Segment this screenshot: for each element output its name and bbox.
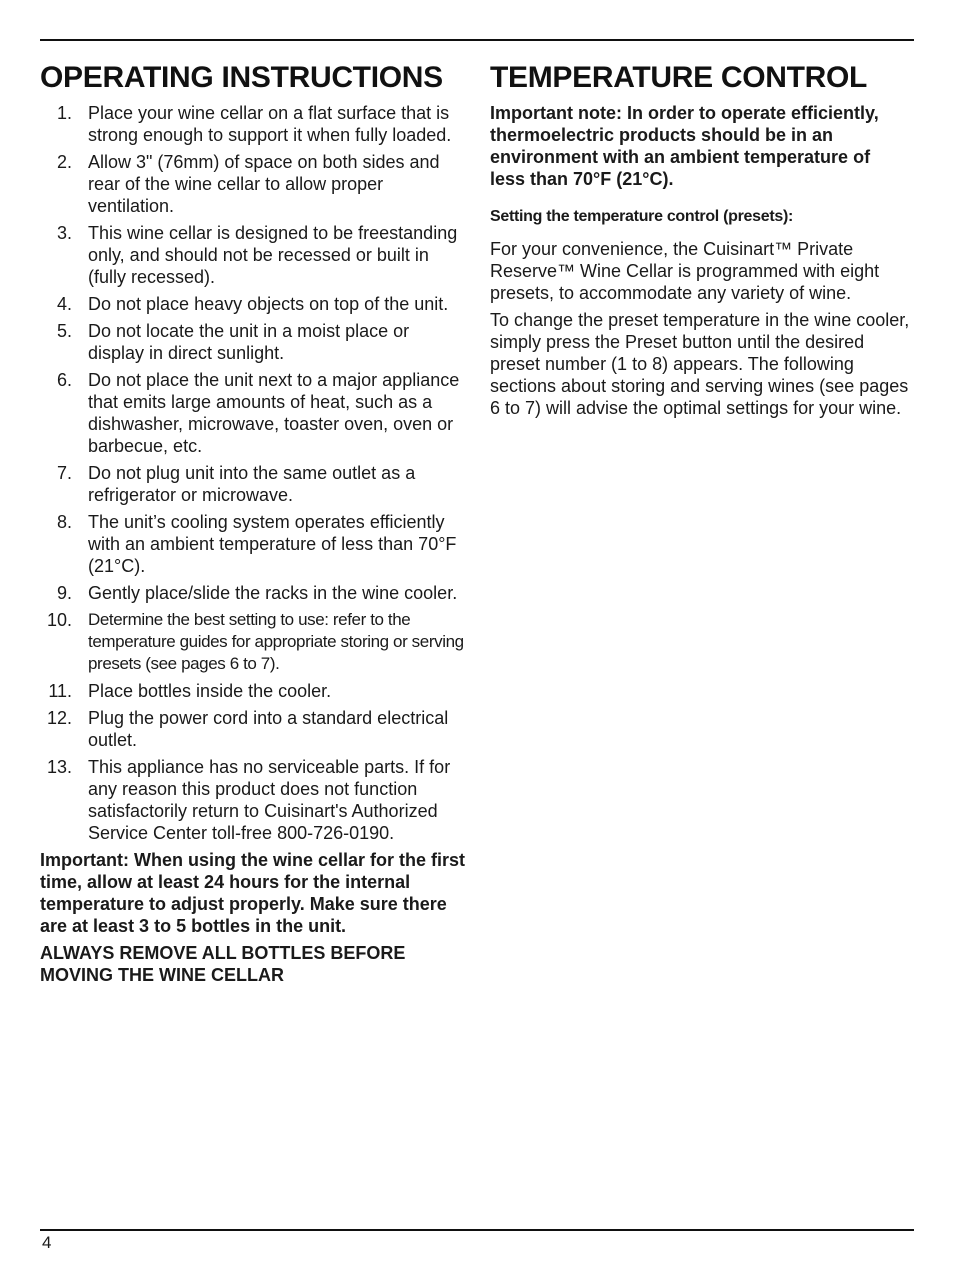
step-number: 2. (56, 152, 72, 172)
step-number: 9. (56, 583, 72, 603)
step-text: Plug the power cord into a standard electrical outlet. (88, 708, 449, 750)
important-notice: Important: When using the wine cellar for the first time, allow at least 24 hours for the internal temperature to adjust properly. Make sure there are at least 3 to 5 bottles in the unit. (40, 850, 466, 936)
step-text: Place your wine cellar on a flat surface that is strong enough to support it when fully loaded. (88, 103, 452, 145)
step-text: Allow 3" (76mm) of space on both sides and rear of the wine cellar to allow proper ventilation. (88, 152, 440, 216)
list-item (40, 680, 468, 702)
step-text: Place bottles inside the cooler. (88, 681, 332, 701)
list-item (40, 369, 468, 457)
step-number: 7. (56, 463, 72, 483)
step-number: 1. (56, 103, 72, 123)
list-item (40, 293, 468, 315)
remove-bottles-warning: ALWAYS REMOVE ALL BOTTLES BEFORE MOVING THE WINE CELLAR (40, 943, 406, 985)
step-number: 13. (46, 757, 72, 777)
step-text: This appliance has no serviceable parts. If for any reason this product does not function satisfactorily return to Cuisinart's Authorized Service Center toll-free 800-726-0190. (88, 757, 451, 843)
step-text: Gently place/slide the racks in the wine cooler. (88, 583, 458, 603)
top-rule (40, 39, 914, 41)
step-number: 11. (48, 681, 72, 701)
step-number: 3. (56, 223, 72, 243)
step-text: Do not locate the unit in a moist place or display in direct sunlight. (88, 321, 410, 363)
temperature-control-column (490, 58, 910, 424)
temperature-control-heading: TEMPERATURE CONTROL (490, 61, 868, 94)
step-number: 6. (56, 370, 72, 390)
step-text: Do not plug unit into the same outlet as a refrigerator or microwave. (88, 463, 416, 505)
bottom-rule (40, 1229, 914, 1231)
instruction-list (40, 102, 468, 844)
list-item (40, 102, 468, 146)
presets-paragraph: For your convenience, the Cuisinart™ Private Reserve™ Wine Cellar is programmed with eight presets, to accommodate any variety of wine. (490, 239, 880, 303)
step-number: 5. (56, 321, 72, 341)
step-number: 8. (56, 512, 72, 532)
operating-instructions-column (40, 58, 468, 991)
list-item (40, 707, 468, 751)
operating-instructions-heading: OPERATING INSTRUCTIONS (40, 61, 443, 94)
step-text: Do not place the unit next to a major appliance that emits large amounts of heat, such as a dishwasher, microwave, toaster oven, oven or barbecue, etc. (88, 370, 460, 456)
step-text: This wine cellar is designed to be freestanding only, and should not be recessed or built in (fully recessed). (88, 223, 458, 287)
page-number: 4 (42, 1233, 52, 1252)
step-text: Do not place heavy objects on top of the unit. (88, 294, 449, 314)
important-note: Important note: In order to operate efficiently, thermoelectric products should be in an environment with an ambient temperature of less than 70°F (21°C). (490, 103, 879, 189)
step-text: Determine the best setting to use: refer to the temperature guides for appropriate storing or serving presets (see pages 6 to 7). (88, 610, 464, 673)
step-text: The unit’s cooling system operates efficiently with an ambient temperature of less than 70°F (21°C). (88, 512, 457, 576)
change-preset-paragraph: To change the preset temperature in the wine cooler, simply press the Preset button until the desired preset number (1 to 8) appears. The following sections about storing and serving wines (see pages 6 to 7) will advise the optimal settings for your wine. (490, 310, 910, 418)
presets-subheading: Setting the temperature control (presets): (490, 208, 794, 225)
list-item (40, 511, 468, 577)
step-number: 4. (56, 294, 72, 314)
list-item (40, 151, 468, 217)
list-item (40, 320, 468, 364)
list-item (40, 582, 468, 604)
list-item (40, 462, 468, 506)
step-number: 10. (46, 610, 72, 630)
list-item (40, 756, 468, 844)
step-number: 12. (46, 708, 72, 728)
list-item (40, 222, 468, 288)
list-item (40, 609, 468, 675)
